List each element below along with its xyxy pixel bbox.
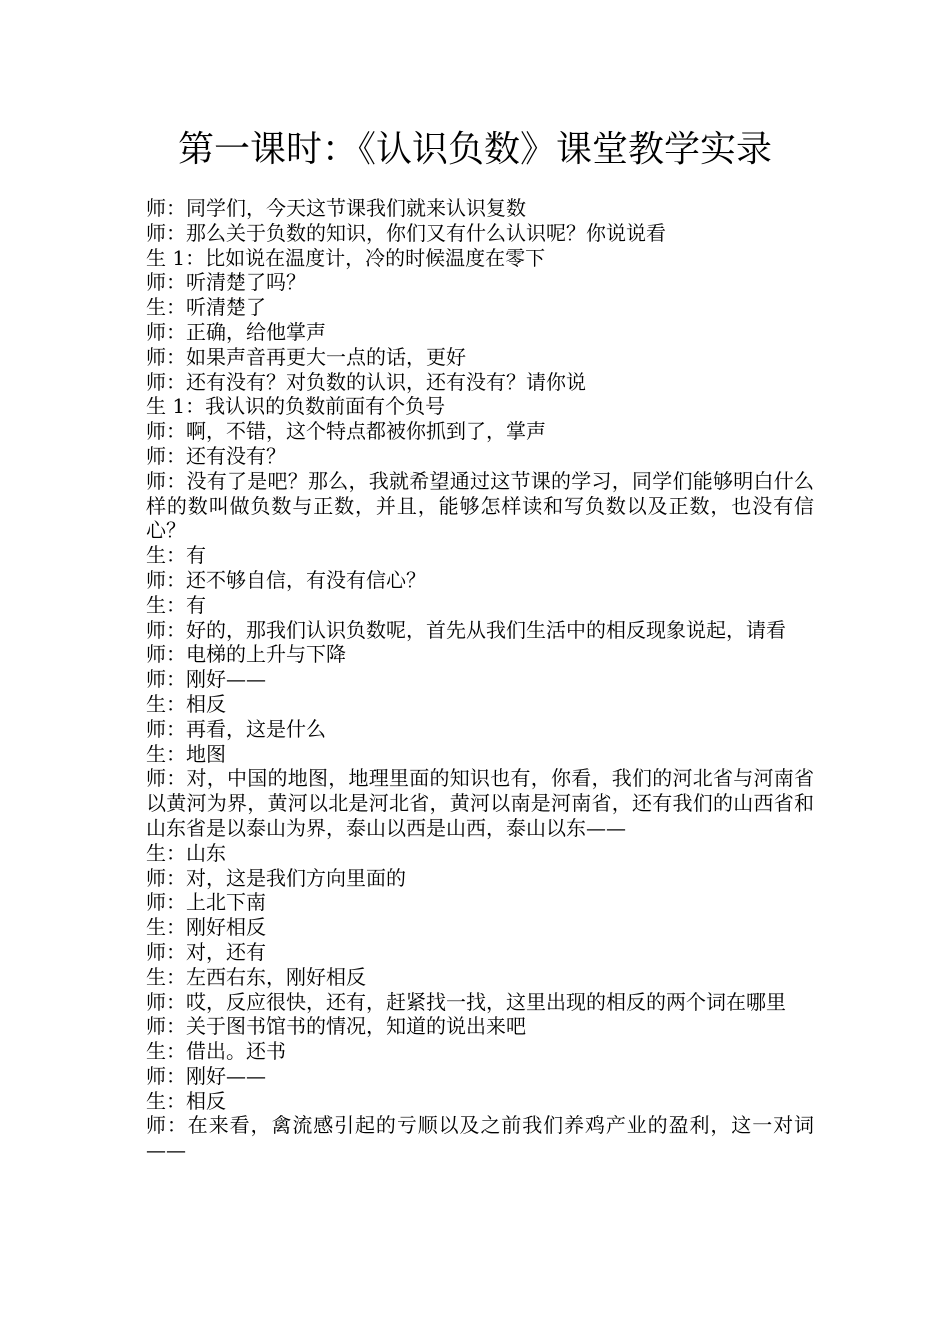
transcript-line: 师：同学们，今天这节课我们就来认识复数 — [146, 196, 526, 220]
document-title: 第一课时：《认识负数》课堂教学实录 — [177, 129, 772, 170]
transcript-line: 师：再看，这是什么 — [146, 716, 326, 741]
transcript-line: 生：听清楚了 — [146, 295, 266, 320]
transcript-line: 生：相反 — [146, 1088, 226, 1113]
transcript-line: 生：刚好相反 — [146, 915, 266, 940]
transcript-line: 师：还有没有？ — [146, 443, 286, 468]
transcript-line: 师：还有没有？对负数的认识，还有没有？请你说 — [146, 369, 586, 394]
transcript-line: 师：如果声音再更大一点的话，更好 — [146, 344, 466, 369]
transcript-line: 生：有 — [146, 543, 206, 568]
transcript-line: 师：上北下南 — [146, 890, 266, 915]
transcript-body — [146, 196, 814, 1163]
transcript-line: 生 1：我认识的负数前面有个负号 — [146, 394, 446, 419]
transcript-line: 师：啊，不错，这个特点都被你抓到了，掌声 — [146, 419, 546, 444]
transcript-line: 师：对，还有 — [146, 939, 266, 964]
transcript-line: 生：山东 — [146, 840, 226, 865]
transcript-line: 师：正确，给他掌声 — [146, 319, 326, 344]
transcript-line: 师：那么关于负数的知识，你们又有什么认识呢？你说说看 — [146, 220, 666, 245]
transcript-line: 生：借出。还书 — [146, 1039, 286, 1064]
transcript-line: 师：听清楚了吗？ — [146, 270, 306, 295]
transcript-line: 师：关于图书馆书的情况，知道的说出来吧 — [146, 1014, 526, 1039]
transcript-line: 生：有 — [146, 592, 206, 617]
transcript-line: 师：还不够自信，有没有信心？ — [146, 567, 426, 592]
transcript-line: 生：相反 — [146, 691, 226, 716]
transcript-line: 师：在来看，禽流感引起的亏顺以及之前我们养鸡产业的盈利，这一对词—— — [146, 1113, 814, 1163]
transcript-line: 师：没有了是吧？那么，我就希望通过这节课的学习，同学们能够明白什么样的数叫做负数与正数，并且，能够怎样读和写负数以及正数，也没有信心？ — [146, 468, 814, 543]
transcript-line: 生：地图 — [146, 741, 226, 766]
transcript-line: 师：刚好—— — [146, 1063, 266, 1088]
transcript-line: 师：好的，那我们认识负数呢，首先从我们生活中的相反现象说起，请看 — [146, 617, 786, 642]
transcript-line: 师：对，这是我们方向里面的 — [146, 865, 406, 890]
transcript-line: 生 1：比如说在温度计，冷的时候温度在零下 — [146, 245, 546, 270]
transcript-line: 师：对，中国的地图，地理里面的知识也有，你看，我们的河北省与河南省以黄河为界，黄河以北是河北省，黄河以南是河南省，还有我们的山西省和山东省是以泰山为界，泰山以西是山西，泰山以东—— — [146, 766, 814, 840]
transcript-line: 师：哎，反应很快，还有，赶紧找一找，这里出现的相反的两个词在哪里 — [146, 989, 786, 1014]
transcript-line: 生：左西右东，刚好相反 — [146, 964, 366, 989]
transcript-line: 师：电梯的上升与下降 — [146, 642, 346, 667]
transcript-line: 师：刚好—— — [146, 667, 266, 692]
